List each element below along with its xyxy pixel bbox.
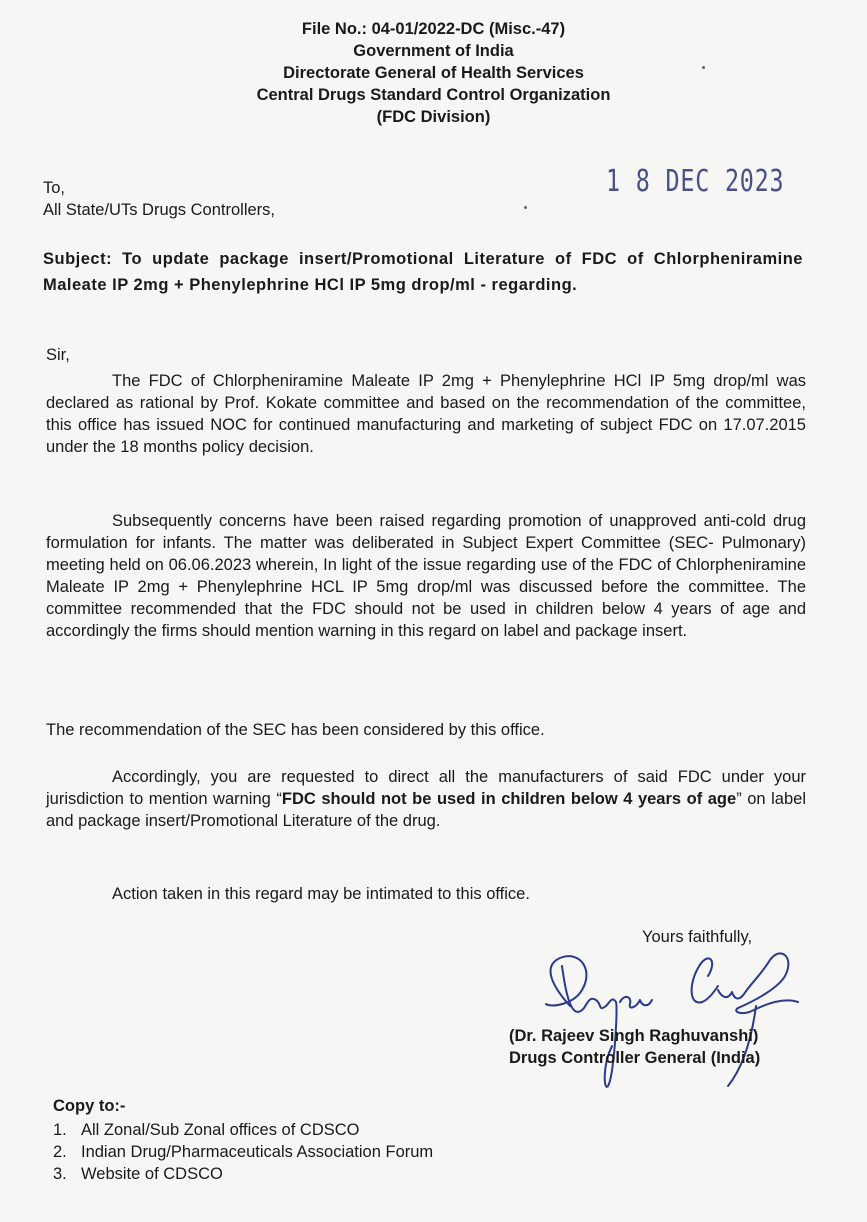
recipient-block [43,177,275,221]
letter-header [0,18,867,128]
scan-speck [524,206,527,209]
paragraph-text: The FDC of Chlorpheniramine Maleate IP 2mg + Phenylephrine HCl IP 5mg drop/ml was declared as rational by Prof. Kokate committee and based on the recommendation of the committee, this office has issued NOC for continued manufacturing and marketing of subject FDC on 17.07.2015 under the 18 months policy decision. [46,372,806,456]
organization-name: Central Drugs Standard Control Organization [256,86,611,104]
signatory-title: Drugs Controller General (India) [509,1049,761,1067]
handwritten-signature [532,946,812,1101]
warning-text: FDC should not be used in children below 4 years of age [281,790,737,808]
body-paragraph-4 [46,766,806,832]
paragraph-text-pre: Accordingly, you are requested to direct all the manufacturers of said FDC under your jurisdiction to mention warning “ [46,768,806,808]
paragraph-text-post: ” on label and package insert/Promotional Literature of the drug. [46,790,806,830]
paragraph-text: Action taken in this regard may be intimated to this office. [112,885,530,903]
body-paragraph-3: The recommendation of the SEC has been considered by this office. [46,721,545,739]
paragraph-text: Subsequently concerns have been raised regarding promotion of unapproved anti-cold drug formulation for infants. The matter was deliberated in Subject Expert Committee (SEC- Pulmonary) meeting held on 06.06.2023 wherein, In light of the issue regarding use of the FDC of Chlorpheniramine Maleate IP 2mg + Phenylephrine HCL IP 5mg drop/ml was discussed before the committee. The committee recommended that the FDC should not be used in children below 4 years of age and accordingly the firms should mention warning in this regard on label and package insert. [46,512,806,640]
salutation: Sir, [46,346,70,364]
closing-phrase: Yours faithfully, [642,928,753,946]
signatory-block [509,1025,760,1069]
signatory-name: (Dr. Rajeev Singh Raghuvanshi) [509,1027,759,1045]
government-name: Government of India [353,42,514,60]
body-paragraph-5 [46,883,806,905]
copy-to-list [53,1119,433,1185]
body-paragraph-1 [46,370,806,458]
recipient-name: All State/UTs Drugs Controllers, [43,201,275,219]
subject-line: Subject: To update package insert/Promotional Literature of FDC of Chlorpheniramine Maleate IP 2mg + Phenylephrine HCl IP 5mg drop/ml - regarding. [43,250,803,294]
scan-speck [702,66,705,69]
to-label: To, [43,179,66,197]
date-stamp: 1 8 DEC 2023 [606,164,785,199]
division-name: (FDC Division) [376,108,491,126]
file-number: File No.: 04-01/2022-DC (Misc.-47) [301,20,566,38]
list-item: 1. All Zonal/Sub Zonal offices of CDSCO [53,1121,360,1139]
body-paragraph-2 [46,510,806,642]
list-item: 2. Indian Drug/Pharmaceuticals Association Forum [53,1143,434,1161]
copy-to-title: Copy to:- [53,1097,126,1115]
list-item: 3. Website of CDSCO [53,1165,223,1183]
directorate-name: Directorate General of Health Services [283,64,584,82]
